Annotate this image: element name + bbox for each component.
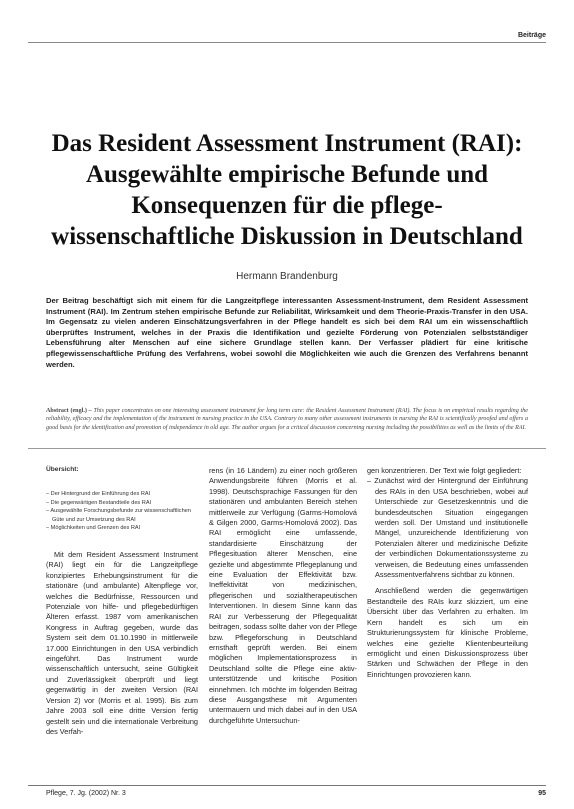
- title-line: Ausgewählte empirische Befunde und: [85, 161, 489, 188]
- title-line: Das Resident Assessment Instrument (RAI):: [51, 130, 523, 157]
- overview-title: Übersicht:: [46, 466, 79, 473]
- overview-box: [46, 466, 198, 532]
- body-column-2: rens (in 16 Ländern) zu einer noch größeren Anwendungsbreite führen (Morris et al. 1998). Deutschsprachige Fassungen für den stationären und ambulanten Bereich stehen mittlerweile zur Verfügung (Garms-Homolová & Gilgen 2000, Garms-Homolová 2002). Das RAI ermöglicht eine umfassende, standardisierte Einschätzung der Pflegesituation älterer Menschen, eine gezielte und abgestimmte Pflegeplanung und eine Evaluation der Effektivität bzw. Ineffektivität von medizinischen, pflegerischen und sozialtherapeutischen Interventionen. In diesem Sinne kann das RAI zur Verbesserung der Pflegequalität beitragen, sodass sollte daher von der Pflege bzw. Pflegeforschung in Deutschland ernsthaft geprüft werden. Bei einem möglichen Implementationsprozess in Deutschland sollte die Pflege eine aktiv-unterstützende und kritische Position einnehmen. Ich möchte im folgenden Beitrag diese Ausgangsthese mit Argumenten untermauern und mich dabei auf in den USA durchgeführte Untersuchun-: [209, 466, 357, 725]
- abstract-english-text: This paper concentrates on one interesting assessment instrument for long term care: the Resident Assessment Instrument (RAI). The focus is on empirical results regarding the reliability, efficacy and the implementation of the instrument in nursing practice in the USA. Contrary to many other assessment instruments in nursing the RAI is scientifically proofed and offers a good basis for the identification and promotion of independence in old age. The author argues for a critical discussion concerning nursing including the possibilities as well as the limits of the RAI.: [46, 408, 528, 431]
- body-column-1: Mit dem Resident Assessment Instrument (RAI) liegt ein für die Langzeitpflege konzipiertes Erhebungsinstrument für die stationäre (und ambulante) Altenpflege vor, welches die Bedürfnisse, Ressourcen und Potenziale von hilfe- und pflegebedürftigen Älteren erfasst. 1987 vom amerikanischen Kongress in Auftrag gegeben, wurde das System seit dem 01.10.1990 in mittlerweile 17.000 Einrichtungen in den USA verbindlich eingeführt. Das Instrument wurde wissenschaftlich untersucht, seine Gültigkeit und Zuverlässigkeit überprüft und liegt gegenwärtig in der zweiten Version (RAI Version 2) vor (Morris et al. 1995). Bis zum Jahre 2003 soll eine dritte Version fertig gestellt sein und die internationale Verbreitung des Verfah-: [46, 550, 198, 736]
- column-3-paragraph: Anschließend werden die gegenwärtigen Bestandteile des RAIs kurz skizziert, um eine Übersicht über das Verfahren zu erhalten. Im Kern handelt es sich um ein Strukturierungssystem für klinische Probleme, welches eine gezielte Klientenbeurteilung ermöglicht und einen Diskussionsprozess über Stärken und Schwächen der Pflege in den Einrichtungen provozieren kann.: [367, 586, 528, 679]
- top-divider: [28, 42, 546, 43]
- footer-divider: [28, 785, 546, 786]
- title-line: Konsequenzen für die pflege-: [131, 192, 443, 219]
- abstract-english: [46, 407, 528, 432]
- column-3-list-item: – Zunächst wird der Hintergrund der Einführung des RAIs in den USA beschrieben, wobei auf Unterschiede zur Gesetzeskenntnis und die bundesdeutschen Situation eingegangen werden soll. Der Umstand und institutionelle Mängel, unzureichende Identifizierung von Potenzialen älterer und medizinische Defizite der verbindlichen Dokumentationssysteme zu verweisen, die Bedeutung eines umfassenden Assessmentverfahrens sichtbar zu können.: [367, 476, 528, 580]
- abstract-english-label: Abstract (engl.) –: [46, 408, 92, 414]
- abstract-german: Der Beitrag beschäftigt sich mit einem für die Langzeitpflege interessanten Assessment-Instrument, dem Resident Assessment Instrument (RAI). Im Zentrum stehen empirische Befunde zur Reliabilität, Wirksamkeit und dem Theorie-Praxis-Transfer in den USA. Im Gegensatz zu vielen anderen Einschätzungsverfahren in der Pflege handelt es sich bei dem RAI um ein wissenschaftlich überprüftes Instrument, welches in der Praxis die Identifikation und gezielte Förderung von Potenzialen selbstständiger Lebensführung alter Menschen auf eine sichere Grundlage stellen kann. Der Verfasser plädiert für eine kritische pflegewissenschaftliche Prüfung des Verfahrens, wobei sowohl die Möglichkeiten wie auch die Grenzen des Verfahrens benannt werden.: [46, 296, 528, 369]
- column-3-intro: gen konzentrieren. Der Text wie folgt gegliedert:: [367, 466, 522, 475]
- body-column-3: [367, 466, 528, 780]
- overview-item: – Möglichkeiten und Grenzen des RAI: [46, 524, 198, 532]
- title-line: wissenschaftliche Diskussion in Deutschland: [51, 223, 523, 250]
- section-tag: Beiträge: [517, 32, 546, 39]
- overview-item: – Ausgewählte Forschungsbefunde zur wissenschaftlichen Güte und zur Umsetzung des RAI: [46, 507, 198, 524]
- article-title: [30, 128, 544, 252]
- overview-item: – Die gegenwärtigen Bestandteile des RAI: [46, 499, 198, 507]
- abstract-divider: [28, 448, 546, 449]
- author-name: Hermann Brandenburg: [236, 271, 338, 282]
- column-3-list: [367, 476, 528, 580]
- journal-citation: Pflege, 7. Jg. (2002) Nr. 3: [46, 790, 126, 797]
- overview-list: [46, 490, 198, 532]
- overview-item: – Der Hintergrund der Einführung des RAI: [46, 490, 198, 498]
- page-number: 95: [538, 790, 546, 797]
